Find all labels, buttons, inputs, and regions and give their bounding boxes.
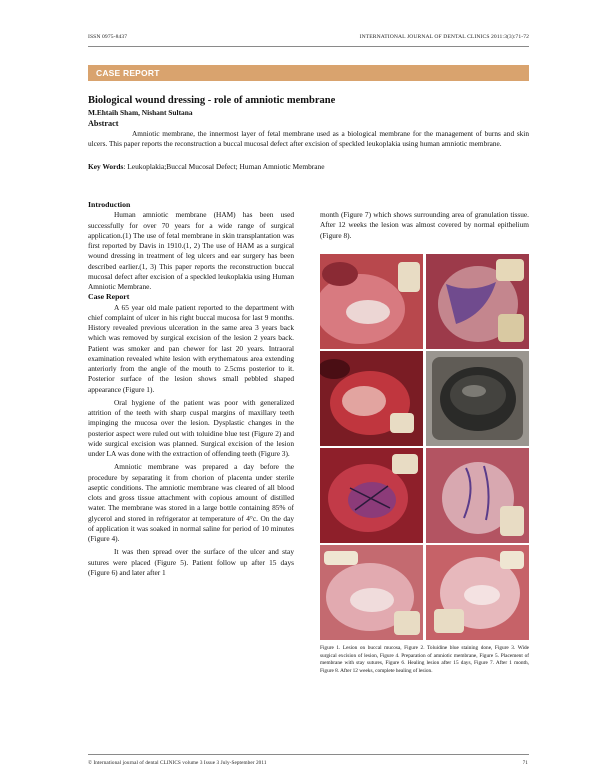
right-paragraph: month (Figure 7) which shows surrounding area of granulation tissue. After 12 weeks the lesion was almost covered by normal epithelium (Figure 8). [320,210,529,240]
figure-3-photo [320,351,423,446]
case-paragraph-4: It was then spread over the surface of the ulcer and stay sutures were placed (Figure 5). Patient follow up after 15 days (Figure 6) and later after 1 [88,547,294,577]
figure-caption: Figure 1. Lesion on buccal mucosa, Figure 2. Toluidine blue staining done, Figure 3. Wide surgical excision of lesion, Figure 4. Preparation of amniotic membrane, Figure 5. Placement of membrane with stay sutures, Figure 6. Healing lesion after 15 days, Figure 7. After 1 month, Figure 8. After 12 weeks, complete healing of lesion. [320,645,529,674]
footer-rule [88,754,529,755]
case-paragraph-3: Amniotic membrane was prepared a day before the procedure by separating it from chorion of placenta under sterile aseptic conditions. The amniotic membrane was cleared of all blood clots and gross tissue attachment with copious amount of distilled water. The membrane was stored in a large bottle containing 85% of glycerol and stored in refrigerator at temperature of 4°c. On the day of application it was soaked in normal saline for period of 10 minutes (Figure 4). [88,462,294,543]
abstract-text: Amniotic membrane, the innermost layer of fetal membrane used as a biological membrane for the management of burns and skin ulcers. This paper reports the reconstruction a buccal mucosal defect after excision of speckled leukoplakia using human amniotic membrane. [88,129,529,148]
figure-2-photo [426,254,529,349]
footer-citation: © International journal of dental CLINICS volume 3 Issue 3 July-September 2011 [88,760,267,766]
header-rule [88,46,529,47]
abstract-heading: Abstract [88,119,119,128]
issn: ISSN 0975-8437 [88,34,128,40]
case-report-banner [88,65,529,81]
keywords-label: Key Words [88,162,124,171]
intro-heading: Introduction [88,200,131,209]
figure-8-photo [426,545,529,640]
banner-label: CASE REPORT [96,68,160,78]
page-number: 71 [522,760,528,766]
keywords [88,162,325,171]
intro-paragraph: Human amniotic membrane (HAM) has been used successfully for over 70 years for a wide range of surgical application.(1) The use of fetal membrane in skin transplantation was first reported by Davis in 1910.(1, 2) The use of HAM as a surgical wound dressing in treatment of leg ulcers and ear surgery has been described earlier.(1, 3) This paper reports the reconstruction buccal mucosal defect after excision of a speckled leukoplakia using Human Amniotic Membrane. [88,210,294,291]
case-paragraph-1: A 65 year old male patient reported to the department with chief complaint of ulcer in his right buccal mucosa for last 9 months. History revealed previous ulceration in the same area 3 years back which was removed by surgical excision of the lesion 2 years back. Patient was smoker and pan chewer for last 20 years. Intraoral examination revealed white lesion with erythematous area extending anteriorly from the angle of the mouth to 2.5cms posterior to it. Posterior surface of the lesion shows small pebbled shaped appearance (Figure 1). [88,302,294,394]
figure-5-photo [320,448,423,543]
figure-photo-grid [320,254,529,641]
figure-4-photo [426,351,529,446]
left-column [88,200,294,578]
journal-header: INTERNATIONAL JOURNAL OF DENTAL CLINICS 2011:3(3):71-72 [359,34,529,40]
figure-7-photo [320,545,423,640]
right-column [320,210,529,241]
keywords-text: : Leukoplakia;Buccal Mucosal Defect; Human Amniotic Membrane [123,162,325,171]
figure-6-photo [426,448,529,543]
case-paragraph-2: Oral hygiene of the patient was poor with generalized attrition of the teeth with sharp cuspal margins of maxillary teeth impinging the mucosa over the lesion. Dysplastic changes in the posterior aspect were ruled out with toluidine blue test (Figure 2) and wide surgical excision was planned. Surgical excision of the lesion under LA was done with the extraction of offending teeth (Figure 3). [88,397,294,458]
figure-1-photo [320,254,423,349]
authors: M.Ehtaih Sham, Nishant Sultana [88,108,193,117]
article-title: Biological wound dressing - role of amniotic membrane [88,95,336,106]
case-heading: Case Report [88,292,130,302]
